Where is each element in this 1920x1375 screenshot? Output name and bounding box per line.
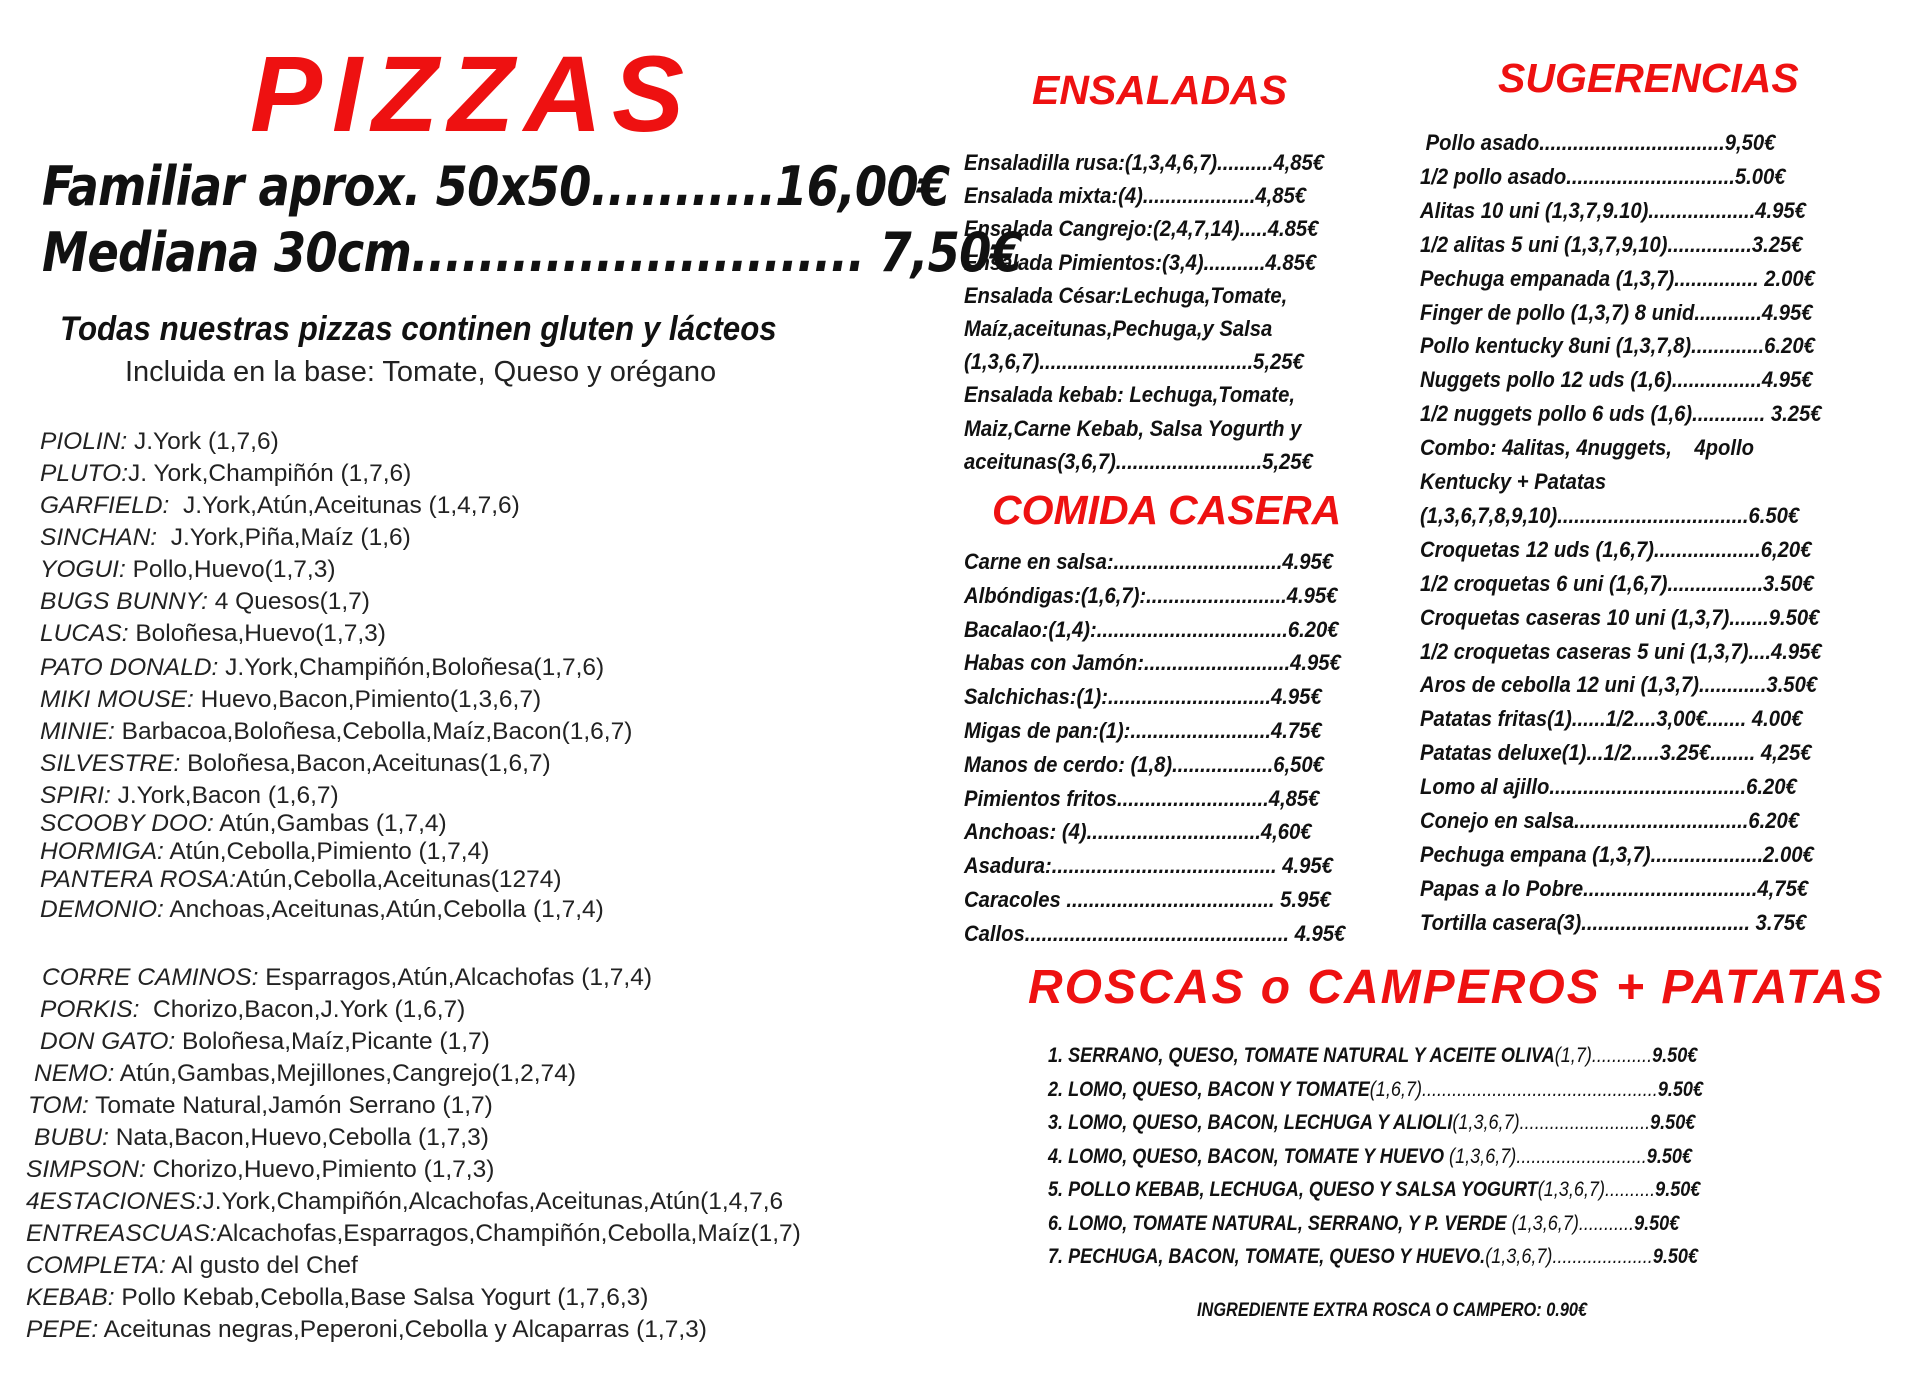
pizza-item <box>40 622 386 647</box>
rosca-description: 1. SERRANO, QUESO, TOMATE NATURAL Y ACEITE OLIVA <box>1048 1044 1555 1067</box>
pizza-ingredients: J.York,Atún,Aceitunas (1,4,7,6) <box>169 492 520 519</box>
pizza-item <box>40 720 632 745</box>
sugerencia-line: Conejo en salsa...............................6.20€ <box>1420 808 1800 833</box>
comida-casera-line: Anchoas: (4)...............................4,60€ <box>964 819 1312 845</box>
pizza-name: MINIE: <box>40 718 115 745</box>
comida-casera-line: Caracoles ..................................... 5.95€ <box>964 887 1331 912</box>
rosca-dots: ........... <box>1578 1211 1635 1235</box>
sugerencia-line: Pollo kentucky 8uni (1,3,7,8).............6.20€ <box>1420 333 1815 359</box>
rosca-allergens: (1,3,6,7) <box>1485 1245 1553 1268</box>
pizza-name: PATO DONALD: <box>40 654 219 681</box>
pizza-item <box>40 558 336 583</box>
pizza-ingredients: Boloñesa,Huevo(1,7,3) <box>128 620 386 647</box>
pizza-name: HORMIGA: <box>40 838 164 865</box>
sugerencia-line: Aros de cebolla 12 uni (1,3,7)............3.50€ <box>1420 672 1818 698</box>
pizza-item <box>40 898 604 923</box>
rosca-allergens: (1,3,6,7) <box>1444 1144 1517 1168</box>
rosca-description: 7. PECHUGA, BACON, TOMATE, QUESO Y HUEVO. <box>1048 1245 1486 1268</box>
sugerencia-line: Pollo asado.................................9,50€ <box>1420 130 1776 155</box>
pizza-ingredients: Aceitunas negras,Peperoni,Cebolla y Alcaparras (1,7,3) <box>98 1316 707 1343</box>
rosca-allergens: (1,3,6,7) <box>1452 1111 1520 1134</box>
pizza-item <box>34 1062 576 1087</box>
comida-casera-line: Habas con Jamón:..........................4.95€ <box>964 650 1341 676</box>
pizza-ingredients: Atún,Cebolla,Aceitunas(1274) <box>236 866 562 893</box>
pizza-name: SIMPSON: <box>26 1156 146 1183</box>
pizza-name: SILVESTRE: <box>40 750 181 777</box>
base-ingredients: Incluida en la base: Tomate, Queso y orégano <box>125 356 717 388</box>
pizza-ingredients: Boloñesa,Bacon,Aceitunas(1,6,7) <box>180 750 551 777</box>
pizza-name: GARFIELD: <box>40 492 170 519</box>
gluten-notice: Todas nuestras pizzas continen gluten y lácteos <box>60 310 777 348</box>
sugerencia-line: Kentucky + Patatas <box>1420 469 1607 494</box>
pizza-item <box>40 494 520 519</box>
pizza-name: BUBU: <box>34 1124 109 1151</box>
pizza-name: SCOOBY DOO: <box>40 810 214 837</box>
sugerencia-line: Lomo al ajillo...................................6.20€ <box>1420 774 1797 800</box>
rosca-item <box>1048 1045 1697 1066</box>
pizza-ingredients: Barbacoa,Boloñesa,Cebolla,Maíz,Bacon(1,6,7) <box>114 718 633 745</box>
pizza-name: SPIRI: <box>40 782 111 809</box>
sugerencia-line: Pechuga empana (1,3,7)....................2.00€ <box>1420 841 1814 867</box>
pizza-ingredients: Esparragos,Atún,Alcachofas (1,7,4) <box>258 964 653 991</box>
comida-casera-line: Carne en salsa:..............................4.95€ <box>964 549 1333 574</box>
rosca-price: 9.50€ <box>1652 1044 1698 1067</box>
rosca-dots: .................... <box>1552 1245 1653 1268</box>
rosca-allergens: (1,3,6,7) <box>1506 1211 1579 1235</box>
pizza-item <box>26 1222 801 1247</box>
pizza-ingredients: Chorizo,Huevo,Pimiento (1,7,3) <box>145 1156 495 1183</box>
pizza-name: ENTREASCUAS: <box>26 1220 217 1247</box>
sugerencia-line: Finger de pollo (1,3,7) 8 unid............4.95€ <box>1420 299 1813 325</box>
pizza-name: 4ESTACIONES: <box>26 1188 203 1215</box>
pizza-name: YOGUI: <box>40 556 126 583</box>
pizza-item <box>40 784 339 809</box>
sugerencia-line: (1,3,6,7,8,9,10)..................................6.50€ <box>1420 502 1800 528</box>
sugerencia-line: 1/2 croquetas 6 uni (1,6,7).................3.50€ <box>1420 570 1814 596</box>
pizzas-title: PIZZAS <box>250 33 695 154</box>
pizza-item <box>40 752 551 777</box>
sugerencia-line: Nuggets pollo 12 uds (1,6)................4.95€ <box>1420 367 1813 393</box>
extra-ingredient-note: INGREDIENTE EXTRA ROSCA O CAMPERO: 0.90€ <box>1197 1300 1588 1321</box>
comida-casera-line: Asadura:........................................ 4.95€ <box>964 853 1333 879</box>
pizza-name: NEMO: <box>34 1060 115 1087</box>
roscas-title: ROSCAS o CAMPEROS + PATATAS <box>1028 961 1885 1014</box>
rosca-dots: ............................................... <box>1421 1077 1658 1101</box>
comida-casera-line: Callos............................................... 4.95€ <box>964 920 1346 946</box>
pizza-name: PORKIS: <box>40 996 140 1023</box>
pizza-ingredients: Atún,Gambas,Mejillones,Cangrejo(1,2,74) <box>114 1060 576 1087</box>
rosca-dots: .......................... <box>1519 1111 1651 1134</box>
pizza-item <box>40 998 465 1023</box>
pizza-ingredients: Chorizo,Bacon,J.York (1,6,7) <box>139 996 466 1023</box>
pizza-ingredients: Alcachofas,Esparragos,Champiñón,Cebolla,Maíz(1,7) <box>216 1220 801 1247</box>
size-familiar: Familiar aprox. 50x50...........16,00€ <box>42 155 950 218</box>
sugerencia-line: Tortilla casera(3).............................. 3.75€ <box>1420 909 1807 935</box>
ensalada-line: Ensalada César:Lechuga,Tomate, <box>964 282 1288 308</box>
pizza-item <box>40 840 489 865</box>
sugerencia-line: 1/2 pollo asado..............................5.00€ <box>1420 163 1786 189</box>
pizza-item <box>40 1030 490 1055</box>
rosca-price: 9.50€ <box>1646 1144 1692 1168</box>
comida-casera-line: Manos de cerdo: (1,8)..................6,50€ <box>964 751 1324 777</box>
rosca-item <box>1048 1079 1703 1100</box>
rosca-price: 9.50€ <box>1650 1111 1696 1134</box>
comida-casera-title: COMIDA CASERA <box>992 487 1342 533</box>
sugerencia-line: Croquetas caseras 10 uni (1,3,7).......9.50€ <box>1420 604 1820 630</box>
comida-casera-line: Salchichas:(1):.............................4.95€ <box>964 684 1322 710</box>
rosca-item <box>1048 1146 1692 1167</box>
pizza-item <box>40 812 447 837</box>
pizza-name: CORRE CAMINOS: <box>42 964 259 991</box>
ensalada-line: Ensalada mixta:(4)....................4,85€ <box>964 183 1306 209</box>
pizza-ingredients: J.York,Champiñón,Boloñesa(1,7,6) <box>218 654 605 681</box>
ensaladas-title: ENSALADAS <box>1032 67 1288 113</box>
pizza-name: DON GATO: <box>40 1028 176 1055</box>
rosca-description: 2. LOMO, QUESO, BACON Y TOMATE <box>1048 1077 1370 1101</box>
rosca-description: 5. POLLO KEBAB, LECHUGA, QUESO Y SALSA YOGURT <box>1048 1178 1538 1201</box>
rosca-allergens: (1,3,6,7) <box>1537 1178 1605 1201</box>
ensalada-line: (1,3,6,7)......................................5,25€ <box>964 349 1304 375</box>
pizza-ingredients: J.York,Bacon (1,6,7) <box>110 782 339 809</box>
pizza-ingredients: J. York,Champiñón (1,7,6) <box>128 460 412 487</box>
pizza-ingredients: Atún,Cebolla,Pimiento (1,7,4) <box>163 838 490 865</box>
pizza-ingredients: Al gusto del Chef <box>165 1252 358 1279</box>
pizza-item <box>40 688 541 713</box>
rosca-allergens: (1,6,7) <box>1369 1077 1422 1101</box>
pizza-ingredients: 4 Quesos(1,7) <box>207 588 370 615</box>
pizza-name: MIKI MOUSE: <box>40 686 194 713</box>
size-mediana: Mediana 30cm........................... 7,50€ <box>42 221 1023 284</box>
pizza-item <box>26 1286 648 1311</box>
pizza-item <box>34 1126 489 1151</box>
pizza-item <box>28 1094 493 1119</box>
ensalada-line: Maiz,Carne Kebab, Salsa Yogurth y <box>964 415 1302 441</box>
sugerencia-line: Croquetas 12 uds (1,6,7)...................6,20€ <box>1420 536 1812 562</box>
sugerencias-title: SUGERENCIAS <box>1498 55 1799 101</box>
pizza-ingredients: Pollo Kebab,Cebolla,Base Salsa Yogurt (1,7,6,3) <box>114 1284 649 1311</box>
sugerencia-line: Patatas deluxe(1)...1/2.....3.25€........ 4,25€ <box>1420 740 1812 766</box>
comida-casera-line: Pimientos fritos...........................4,85€ <box>964 785 1320 811</box>
pizza-name: KEBAB: <box>26 1284 115 1311</box>
sugerencia-line: 1/2 croquetas caseras 5 uni (1,3,7)....4.95€ <box>1420 638 1822 664</box>
comida-casera-line: Albóndigas:(1,6,7):.........................4.95€ <box>964 582 1338 608</box>
pizza-item <box>40 462 411 487</box>
rosca-dots: ............ <box>1591 1044 1653 1067</box>
pizza-name: LUCAS: <box>40 620 129 647</box>
pizza-ingredients: Huevo,Bacon,Pimiento(1,3,6,7) <box>193 686 542 713</box>
pizza-item <box>40 430 279 455</box>
ensalada-line: Ensalada Pimientos:(3,4)...........4.85€ <box>964 249 1317 275</box>
pizza-name: DEMONIO: <box>40 896 164 923</box>
pizza-item <box>26 1254 358 1279</box>
rosca-dots: .......... <box>1604 1178 1656 1201</box>
pizza-name: PLUTO: <box>40 460 129 487</box>
pizza-item <box>40 526 411 551</box>
pizza-name: PIOLIN: <box>40 428 128 455</box>
rosca-price: 9.50€ <box>1655 1178 1701 1201</box>
ensalada-line: Ensalada kebab: Lechuga,Tomate, <box>964 382 1296 408</box>
rosca-description: 4. LOMO, QUESO, BACON, TOMATE Y HUEVO <box>1048 1144 1445 1168</box>
pizza-item <box>40 656 604 681</box>
sugerencia-line: 1/2 alitas 5 uni (1,3,7,9,10)...............3.25€ <box>1420 231 1803 257</box>
pizza-ingredients: Atún,Gambas (1,7,4) <box>213 810 447 837</box>
pizza-name: PEPE: <box>26 1316 99 1343</box>
sugerencia-line: Alitas 10 uni (1,3,7,9.10)...................4.95€ <box>1420 197 1806 223</box>
pizza-ingredients: Boloñesa,Maíz,Picante (1,7) <box>175 1028 490 1055</box>
pizza-item <box>40 868 562 893</box>
rosca-item <box>1048 1112 1695 1133</box>
ensalada-line: Ensalada Cangrejo:(2,4,7,14).....4.85€ <box>964 216 1319 242</box>
pizza-item <box>40 590 370 615</box>
rosca-price: 9.50€ <box>1657 1077 1704 1101</box>
rosca-price: 9.50€ <box>1634 1211 1680 1235</box>
pizza-item <box>26 1318 707 1343</box>
rosca-item <box>1048 1246 1698 1267</box>
rosca-item <box>1048 1179 1700 1200</box>
sugerencia-line: Combo: 4alitas, 4nuggets, 4pollo <box>1420 435 1755 461</box>
pizza-ingredients: Pollo,Huevo(1,7,3) <box>125 556 336 583</box>
pizza-name: COMPLETA: <box>26 1252 166 1279</box>
pizza-item <box>42 966 652 991</box>
pizza-name: TOM: <box>28 1092 89 1119</box>
ensalada-line: aceitunas(3,6,7)..........................5,25€ <box>964 448 1313 474</box>
sugerencia-line: Papas a lo Pobre...............................4,75€ <box>1420 875 1809 901</box>
pizza-ingredients: Tomate Natural,Jamón Serrano (1,7) <box>88 1092 493 1119</box>
rosca-item <box>1048 1213 1679 1234</box>
pizza-name: PANTERA ROSA: <box>40 866 237 893</box>
rosca-description: 6. LOMO, TOMATE NATURAL, SERRANO, Y P. VERDE <box>1048 1211 1507 1235</box>
pizza-name: BUGS BUNNY: <box>40 588 208 615</box>
pizza-ingredients: J.York,Piña,Maíz (1,6) <box>157 524 411 551</box>
sugerencia-line: 1/2 nuggets pollo 6 uds (1,6)............. 3.25€ <box>1420 401 1822 427</box>
pizza-ingredients: Anchoas,Aceitunas,Atún,Cebolla (1,7,4) <box>163 896 604 923</box>
comida-casera-line: Bacalao:(1,4):..................................6.20€ <box>964 616 1339 642</box>
rosca-dots: .......................... <box>1516 1144 1647 1168</box>
sugerencia-line: Patatas fritas(1)......1/2....3,00€....... 4.00€ <box>1420 706 1803 732</box>
pizza-item <box>26 1190 783 1215</box>
rosca-allergens: (1,7) <box>1554 1044 1592 1067</box>
rosca-description: 3. LOMO, QUESO, BACON, LECHUGA Y ALIOLI <box>1048 1111 1453 1134</box>
pizza-item <box>26 1158 494 1183</box>
pizza-name: SINCHAN: <box>40 524 158 551</box>
sugerencia-line: Pechuga empanada (1,3,7)............... 2.00€ <box>1420 265 1815 291</box>
comida-casera-line: Migas de pan:(1):.........................4.75€ <box>964 718 1322 743</box>
ensalada-line: Maíz,aceitunas,Pechuga,y Salsa <box>964 316 1273 341</box>
rosca-price: 9.50€ <box>1652 1245 1699 1268</box>
pizza-ingredients: J.York,Champiñón,Alcachofas,Aceitunas,Atún(1,4,7,6 <box>202 1188 784 1215</box>
ensalada-line: Ensaladilla rusa:(1,3,4,6,7)..........4,85€ <box>964 150 1325 175</box>
pizza-ingredients: Nata,Bacon,Huevo,Cebolla (1,7,3) <box>108 1124 489 1151</box>
pizza-ingredients: J.York (1,7,6) <box>127 428 279 455</box>
